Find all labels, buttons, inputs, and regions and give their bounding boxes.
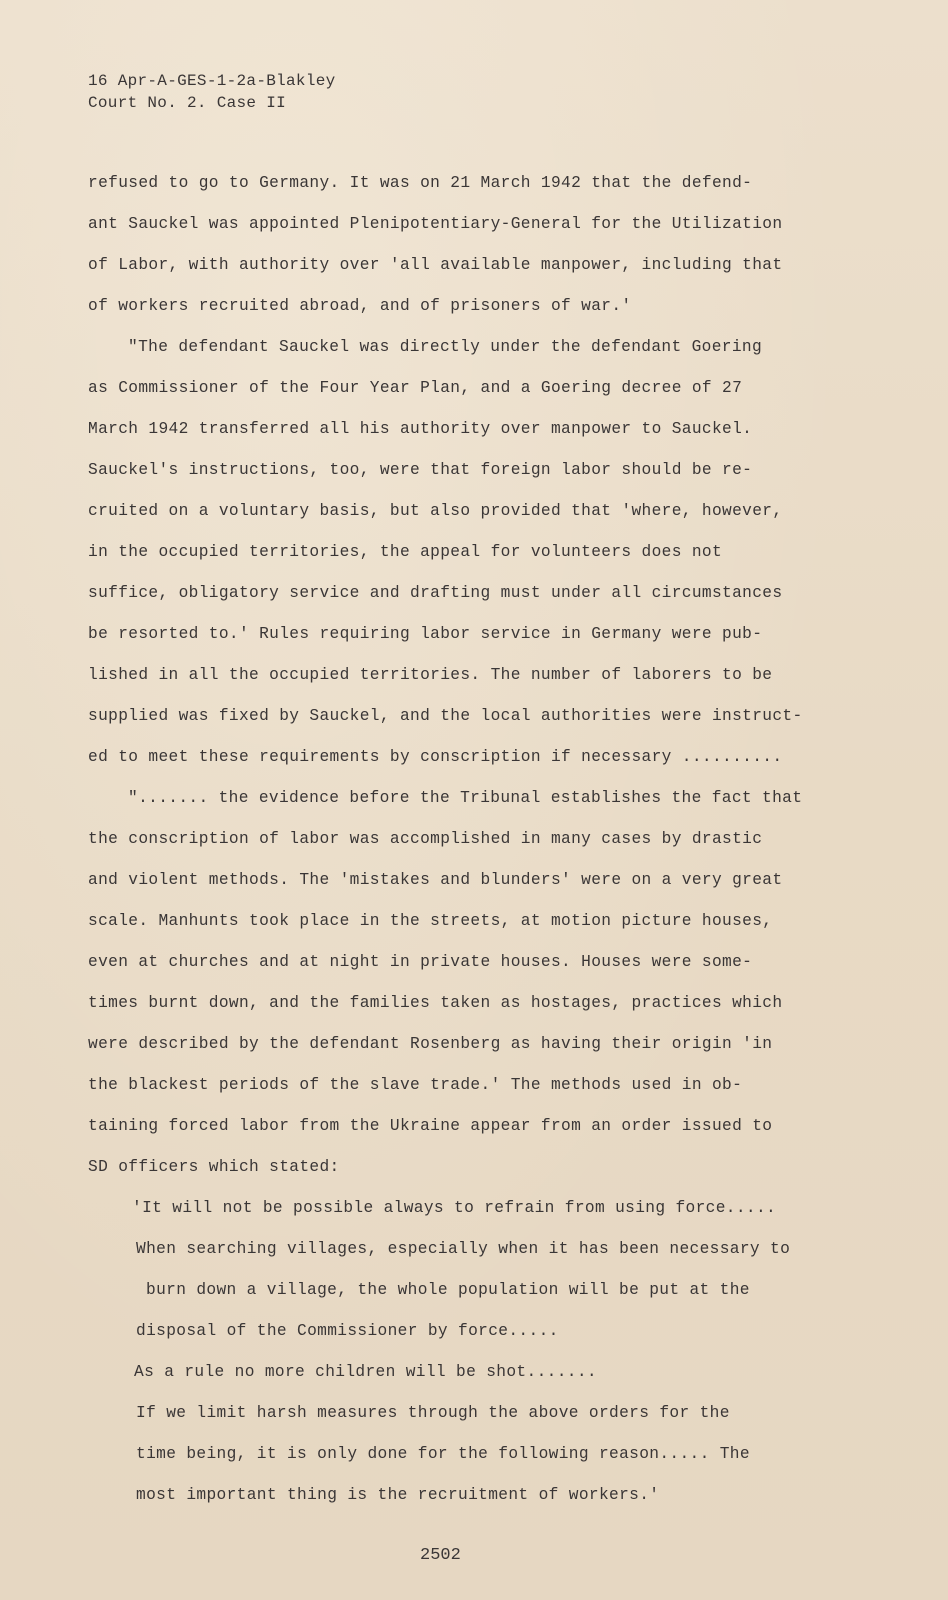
quote-line: As a rule no more children will be shot....... (134, 1363, 597, 1381)
body-line: ant Sauckel was appointed Plenipotentiary-General for the Utilization (88, 215, 783, 233)
body-line: of Labor, with authority over 'all available manpower, including that (88, 256, 783, 274)
body-line: as Commissioner of the Four Year Plan, and a Goering decree of 27 (88, 379, 743, 397)
body-line: even at churches and at night in private houses. Houses were some- (88, 953, 753, 971)
body-line: ed to meet these requirements by conscription if necessary .......... (88, 748, 783, 766)
body-line: SD officers which stated: (88, 1158, 340, 1176)
quote-line: most important thing is the recruitment of workers.' (136, 1486, 660, 1504)
body-line: refused to go to Germany. It was on 21 March 1942 that the defend- (88, 174, 753, 192)
header-court-case: Court No. 2. Case II (88, 94, 287, 112)
quote-line: If we limit harsh measures through the above orders for the (136, 1404, 730, 1422)
document-header (88, 70, 336, 114)
quote-line: time being, it is only done for the following reason..... The (136, 1445, 750, 1463)
body-line: suffice, obligatory service and drafting must under all circumstances (88, 584, 783, 602)
body-line: and violent methods. The 'mistakes and blunders' were on a very great (88, 871, 783, 889)
page-number: 2502 (420, 1546, 461, 1565)
body-line: times burnt down, and the families taken as hostages, practices which (88, 994, 783, 1012)
body-line: scale. Manhunts took place in the streets, at motion picture houses, (88, 912, 773, 930)
body-line: the blackest periods of the slave trade.' The methods used in ob- (88, 1076, 743, 1094)
body-line: supplied was fixed by Sauckel, and the local authorities were instruct- (88, 707, 803, 725)
body-line: of workers recruited abroad, and of prisoners of war.' (88, 297, 632, 315)
quote-line: disposal of the Commissioner by force..... (136, 1322, 559, 1340)
body-line: "....... the evidence before the Tribunal establishes the fact that (128, 789, 803, 807)
quote-line: burn down a village, the whole population will be put at the (146, 1281, 750, 1299)
quote-line: 'It will not be possible always to refrain from using force..... (132, 1199, 777, 1217)
body-line: in the occupied territories, the appeal for volunteers does not (88, 543, 723, 561)
body-line: lished in all the occupied territories. The number of laborers to be (88, 666, 773, 684)
body-line: the conscription of labor was accomplished in many cases by drastic (88, 830, 763, 848)
header-reference: 16 Apr-A-GES-1-2a-Blakley (88, 72, 336, 90)
body-line: taining forced labor from the Ukraine appear from an order issued to (88, 1117, 773, 1135)
body-line: be resorted to.' Rules requiring labor service in Germany were pub- (88, 625, 763, 643)
body-line: March 1942 transferred all his authority over manpower to Sauckel. (88, 420, 753, 438)
body-line: cruited on a voluntary basis, but also provided that 'where, however, (88, 502, 783, 520)
quote-line: When searching villages, especially when it has been necessary to (136, 1240, 791, 1258)
body-line: Sauckel's instructions, too, were that foreign labor should be re- (88, 461, 753, 479)
body-line: were described by the defendant Rosenberg as having their origin 'in (88, 1035, 773, 1053)
body-line: "The defendant Sauckel was directly under the defendant Goering (128, 338, 763, 356)
